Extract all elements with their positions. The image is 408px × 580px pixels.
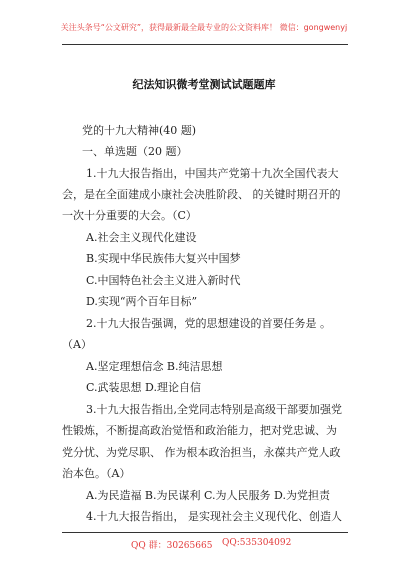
question-text: 2.十九大报告强调，党的思想建设的首要任务是 。 [86, 317, 331, 330]
header-note: 关注头条号“公文研究”，获得最新最全最专业的公文资料库！ 微信：gongwenyj [60, 23, 348, 32]
question-text: 会，是在全面建成小康社会决胜阶段、 的关键时期召开的 [62, 188, 341, 201]
answer-option: A.坚定理想信念 B.纯洁思想 [86, 360, 223, 373]
qq-group-number: QQ 群：30265665 [131, 541, 213, 551]
question-text: 性锻炼，不断提高政治觉悟和政治能力，把对党忠诚、为 [62, 424, 337, 437]
header-rule [62, 44, 348, 45]
answer-option: A.为民造福 B.为民谋利 C.为人民服务 D.为党担责 [86, 489, 330, 502]
answer-option: A.社会主义现代化建设 [86, 231, 197, 244]
question-text: 3.十九大报告指出,全党同志特别是高级干部要加强党 [86, 403, 342, 416]
question-text: 治本色。（A） [62, 467, 131, 480]
question-text: （A） [62, 338, 92, 351]
question-text: 4.十九大报告指出， 是实现社会主义现代化、创造人 [86, 510, 342, 523]
section-heading: 党的十九大精神(40 题) [82, 124, 197, 137]
answer-option: C.武装思想 D.理论自信 [86, 381, 201, 394]
question-text: 1.十九大报告指出，中国共产党第十九次全国代表大 [86, 167, 339, 180]
answer-option: C.中国特色社会主义进入新时代 [86, 274, 241, 287]
answer-option: B.实现中华民族伟大复兴中国梦 [86, 252, 241, 265]
document-title: 纪法知识微考堂测试试题题库 [132, 78, 276, 91]
qq-contact-number: QQ:535304092 [222, 538, 292, 548]
answer-option: D.实现“两个百年目标” [86, 295, 198, 308]
question-text: 党分忧、为党尽职、 作为根本政治担当，永葆共产党人政 [62, 446, 341, 459]
subsection-heading: 一、单选题（20 题） [82, 145, 188, 158]
footer-rule [62, 532, 348, 533]
question-text: 一次十分重要的大会。（C） [62, 209, 197, 222]
